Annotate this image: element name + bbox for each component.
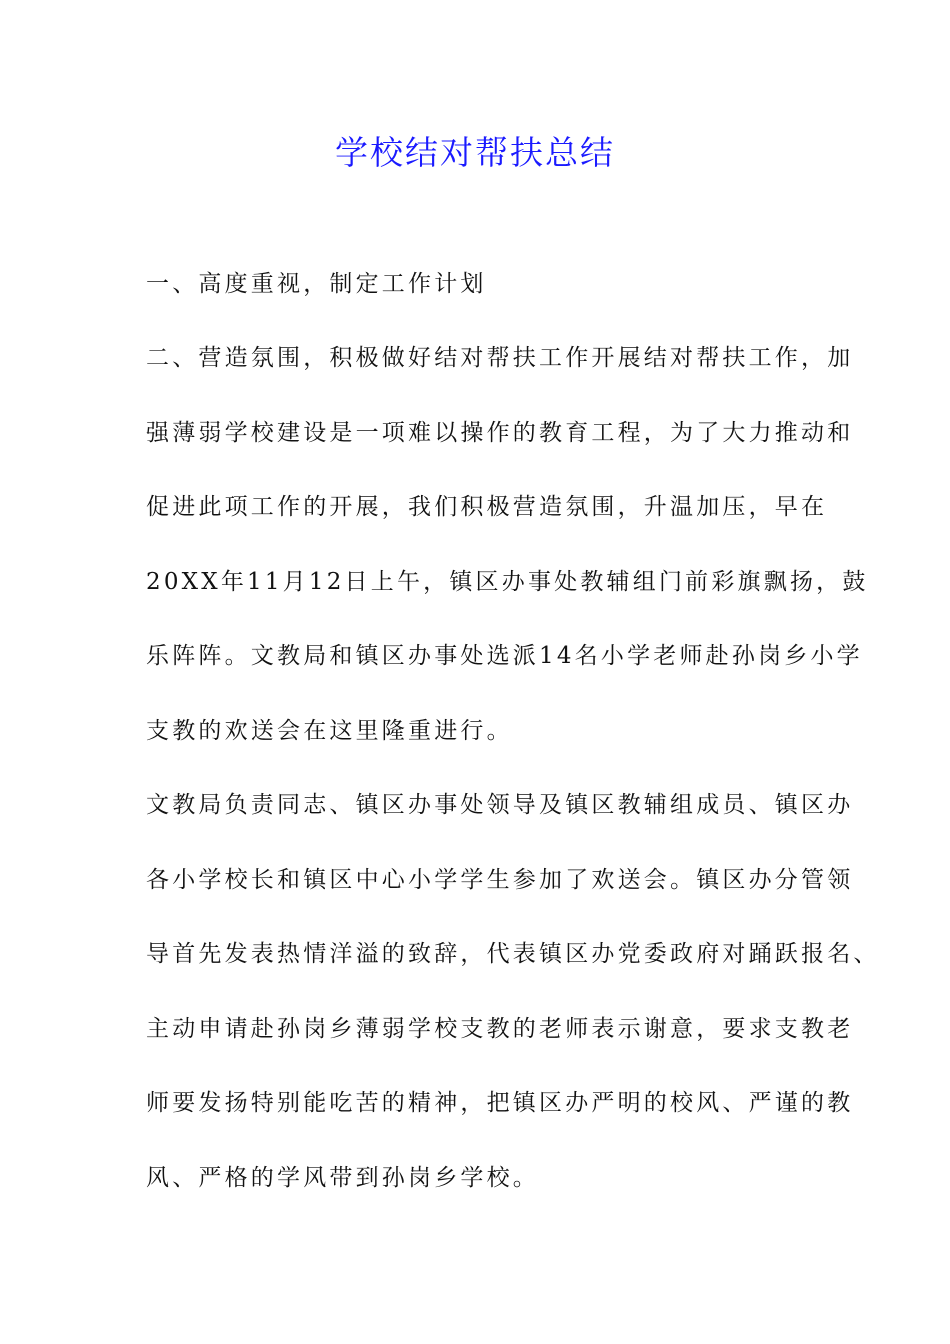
paragraph-line: 师要发扬特别能吃苦的精神，把镇区办严明的校风、严谨的教	[146, 1090, 854, 1116]
paragraph-line: 乐阵阵。文教局和镇区办事处选派14名小学老师赴孙岗乡小学	[146, 643, 863, 669]
paragraph-line: 主动申请赴孙岗乡薄弱学校支教的老师表示谢意，要求支教老	[146, 1015, 854, 1042]
paragraph-line: 促进此项工作的开展，我们积极营造氛围，升温加压，早在	[146, 494, 828, 520]
paragraph-line: 风、严格的学风带到孙岗乡学校。	[146, 1164, 539, 1191]
paragraph-line: 强薄弱学校建设是一项难以操作的教育工程，为了大力推动和	[146, 419, 854, 446]
paragraph-line: 支教的欢送会在这里隆重进行。	[146, 717, 513, 744]
paragraph-line: 各小学校长和镇区中心小学学生参加了欢送会。镇区办分管领	[146, 866, 854, 893]
document-title: 学校结对帮扶总结	[335, 133, 615, 172]
section-heading-1: 一、高度重视，制定工作计划	[146, 271, 487, 297]
document-body	[146, 262, 880, 1230]
paragraph-line: 二、营造氛围，积极做好结对帮扶工作开展结对帮扶工作，加	[146, 345, 854, 371]
paragraph-line: 导首先发表热情洋溢的致辞，代表镇区办党委政府对踊跃报名、	[146, 941, 880, 967]
paragraph-line: 文教局负责同志、镇区办事处领导及镇区教辅组成员、镇区办	[146, 792, 854, 818]
paragraph-line: 20XX年11月12日上午，镇区办事处教辅组门前彩旗飘扬，鼓	[146, 568, 869, 595]
